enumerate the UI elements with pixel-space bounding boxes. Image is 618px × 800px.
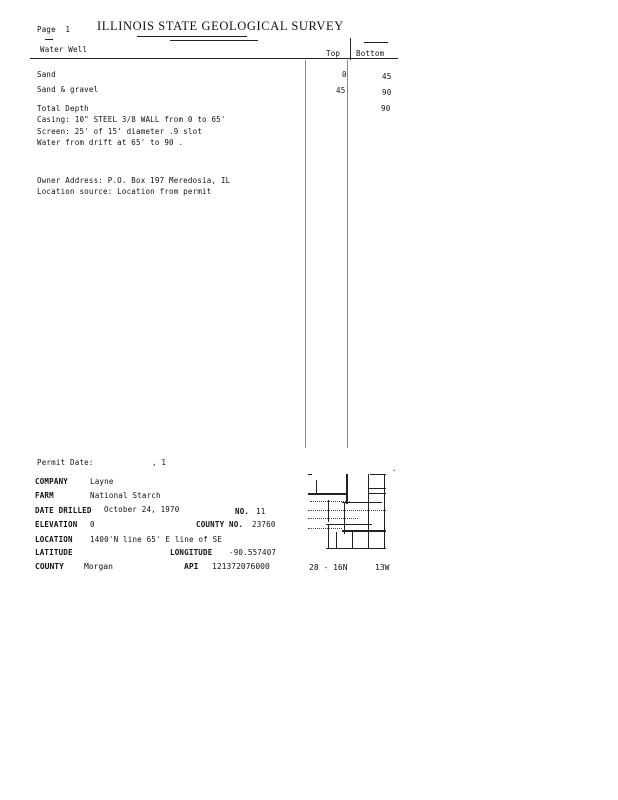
range-value: 13W (375, 563, 390, 572)
api-value: 121372076000 (212, 562, 270, 571)
location-value: 1400'N line 65' E line of SE (90, 535, 223, 544)
page-number: 1 (65, 25, 71, 34)
owner-address: Owner Address: P.O. Box 197 Meredosia, IL (37, 176, 231, 185)
total-depth-value: 90 (381, 104, 391, 113)
casing-note: Casing: 10" STEEL 3/8 WALL from 0 to 65' (37, 115, 226, 124)
well-no-value: 11 (256, 507, 266, 516)
company-label: COMPANY (35, 477, 69, 486)
county-no-value: 23760 (252, 520, 276, 529)
col-divider-head (350, 38, 351, 60)
well-no-label: NO. (235, 507, 250, 516)
total-depth-label: Total Depth (37, 104, 89, 113)
map-corner-mark: · (392, 466, 397, 475)
longitude-value: -90.557407 (229, 548, 277, 557)
log-row-top: 45 (336, 86, 346, 95)
county-no-label: COUNTY NO. (196, 520, 244, 529)
location-source: Location source: Location from permit (37, 187, 212, 196)
location-label: LOCATION (35, 535, 73, 544)
water-note: Water from drift at 65' to 90 . (37, 138, 184, 147)
log-header-rule (30, 58, 398, 59)
latitude-label: LATITUDE (35, 548, 73, 557)
column-line-right (347, 60, 348, 448)
log-row-top: 0 (342, 70, 347, 79)
header-tick (45, 39, 53, 40)
permit-date-label: Permit Date: (37, 458, 94, 467)
log-row-formation: Sand (37, 70, 56, 79)
well-type: Water Well (40, 45, 88, 54)
page-title: ILLINOIS STATE GEOLOGICAL SURVEY (97, 19, 344, 33)
page-label: Page 1 (37, 25, 71, 34)
screen-note: Screen: 25' of 15' diameter .9 slot (37, 127, 203, 136)
log-row-formation: Sand & gravel (37, 85, 99, 94)
company-value: Layne (90, 477, 114, 486)
bottom-header-overline (364, 42, 388, 43)
title-underline (137, 36, 247, 37)
farm-label: FARM (35, 491, 54, 500)
api-label: API (184, 562, 199, 571)
log-row-bottom: 45 (382, 72, 392, 81)
date-drilled-label: DATE DRILLED (35, 506, 92, 515)
county-label: COUNTY (35, 562, 64, 571)
date-drilled-value: October 24, 1970 (104, 505, 180, 514)
longitude-label: LONGITUDE (170, 548, 213, 557)
permit-date-value: , 1 (152, 458, 167, 467)
column-line-left (305, 60, 306, 448)
section-township: 28 - 16N (309, 563, 348, 572)
title-underline-2 (170, 40, 258, 41)
elevation-value: 0 (90, 520, 95, 529)
log-row-bottom: 90 (382, 88, 392, 97)
col-top-header: Top (326, 49, 341, 58)
county-value: Morgan (84, 562, 113, 571)
elevation-label: ELEVATION (35, 520, 78, 529)
col-bottom-header: Bottom (356, 49, 385, 58)
section-location-map (308, 474, 390, 550)
farm-value: National Starch (90, 491, 161, 500)
